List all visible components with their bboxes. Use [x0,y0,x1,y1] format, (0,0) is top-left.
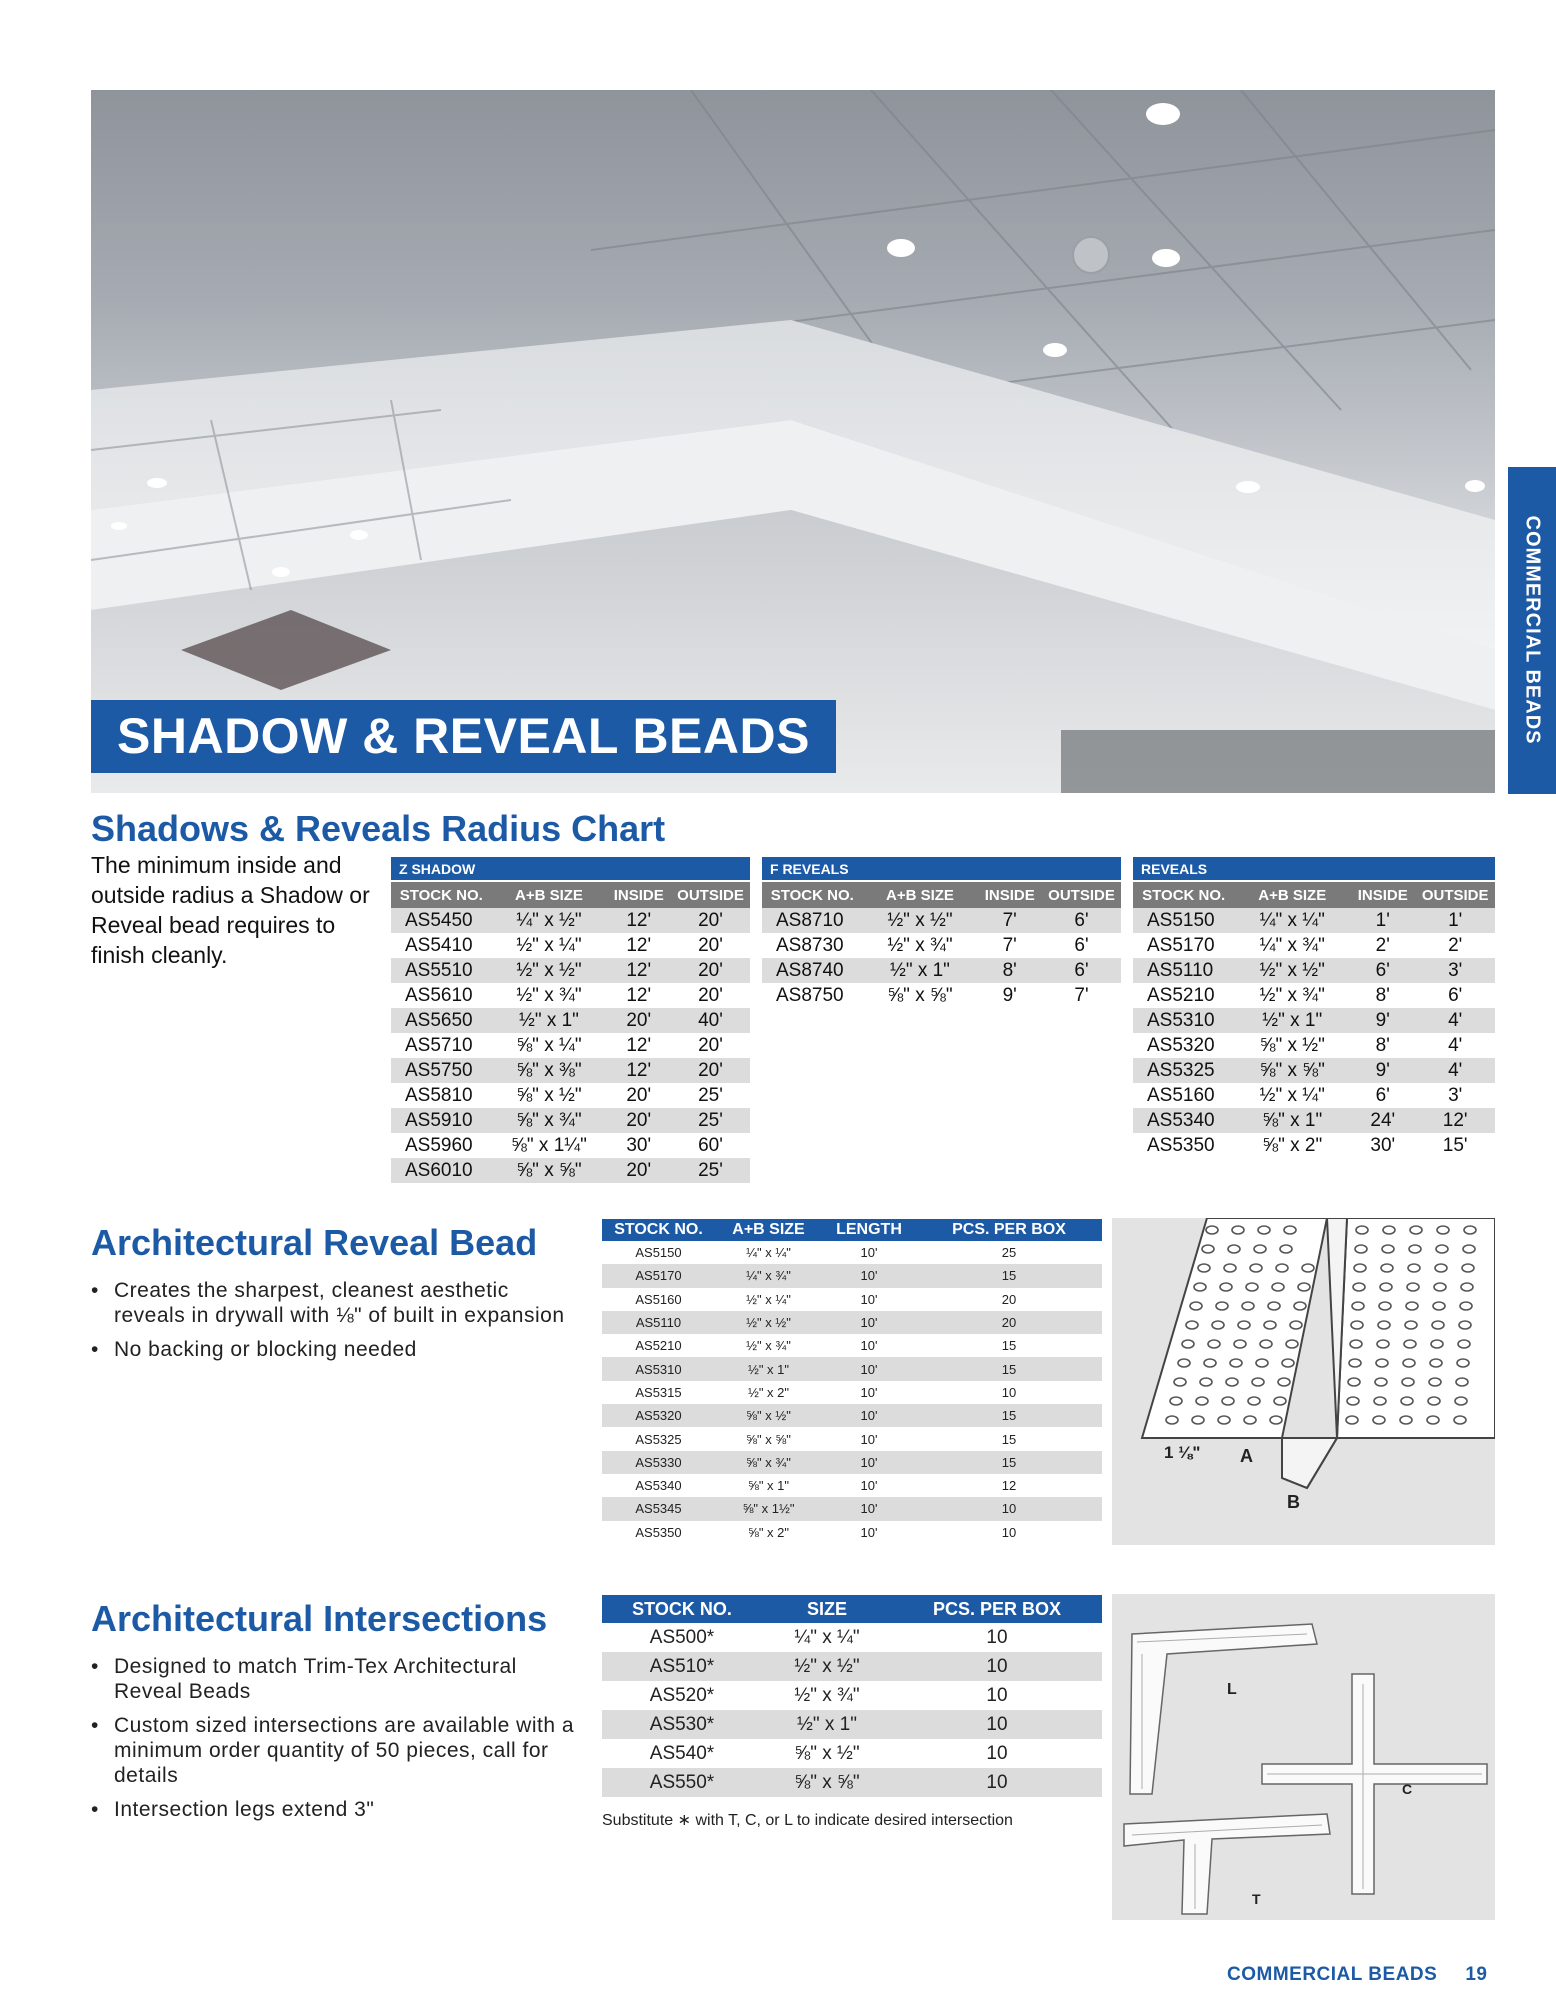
table-cell: 10' [822,1357,916,1380]
table-row [602,1357,1102,1380]
table-cell: ½" x 1" [762,1710,892,1739]
reveal-bead-diagram [1112,1218,1495,1545]
table-cell: AS5310 [602,1357,715,1380]
table-cell: 6' [1042,958,1121,983]
label-l: L [1227,1681,1237,1698]
col-header: A+B SIZE [492,881,607,908]
page-footer [1227,1964,1487,1986]
table-cell: 10 [916,1381,1102,1404]
table-cell: 20 [916,1311,1102,1334]
table-row [391,1133,750,1158]
table-cell: ½" x ¾" [762,1681,892,1710]
table-row [602,1652,1102,1681]
table-cell: 6' [1042,933,1121,958]
table-cell: ½" x 1" [715,1357,822,1380]
table-cell: ⅝" x 1" [1234,1108,1350,1133]
table-cell: ½" x 2" [715,1381,822,1404]
table-cell: ½" x ½" [863,908,978,933]
table-cell: 2' [1415,933,1495,958]
table-row [1133,1008,1495,1033]
table-cell: ⅝" x ¼" [492,1033,607,1058]
table-cell: ⅝" x 1½" [715,1497,822,1520]
table-cell: ½" x ¾" [863,933,978,958]
table-cell: ¼" x ¼" [1234,908,1350,933]
col-header: SIZE [762,1595,892,1623]
label-t: T [1252,1891,1261,1907]
table-cell: AS5345 [602,1497,715,1520]
table-cell: ¼" x ¾" [1234,933,1350,958]
table-row [762,908,1121,933]
table-cell: AS5510 [391,958,492,983]
table-cell: 10' [822,1241,916,1264]
table-cell: 20' [671,933,750,958]
table-cell: ½" x ½" [492,958,607,983]
table-cell: 10' [822,1521,916,1544]
table-cell: AS5210 [602,1334,715,1357]
table-cell: AS5325 [602,1427,715,1450]
table-row [602,1404,1102,1427]
table-cell: ½" x ¾" [492,983,607,1008]
table-cell: ⅝" x 1" [715,1474,822,1497]
col-header: INSIDE [606,881,671,908]
list-item: • No backing or blocking needed [91,1338,417,1361]
table-cell: AS5960 [391,1133,492,1158]
table-row [391,1108,750,1133]
table-cell: ½" x 1" [863,958,978,983]
table-row [1133,1083,1495,1108]
table-row [762,933,1121,958]
col-header: OUTSIDE [1415,881,1495,908]
table-cell: AS6010 [391,1158,492,1183]
table-row [602,1451,1102,1474]
label-a: A [1240,1446,1253,1466]
table-row [602,1739,1102,1768]
table-row [762,958,1121,983]
table-cell: 15 [916,1264,1102,1287]
table-row [1133,1108,1495,1133]
table-cell: AS500* [602,1623,762,1652]
table-cell: 20' [671,958,750,983]
table-cell: 10' [822,1404,916,1427]
table-cell: 6' [1350,1083,1415,1108]
col-header: OUTSIDE [1042,881,1121,908]
table-row [602,1311,1102,1334]
table-cell: AS8750 [762,983,863,1008]
table-row [602,1334,1102,1357]
list-item: • Intersection legs extend 3" [91,1798,375,1821]
table-cell: ½" x ¼" [715,1288,822,1311]
page-number: 19 [1465,1964,1488,1985]
table-row [1133,1058,1495,1083]
table-row [602,1681,1102,1710]
table-cell: 3' [1415,1083,1495,1108]
table-cell: ⅝" x ⅝" [492,1158,607,1183]
table-cell: 2' [1350,933,1415,958]
table-cell: 10 [892,1768,1102,1797]
table-row [602,1427,1102,1450]
table-cell: AS5610 [391,983,492,1008]
table-cell: 10 [916,1497,1102,1520]
table-cell: AS5160 [602,1288,715,1311]
table-cell: ⅝" x ½" [492,1083,607,1108]
table-cell: 15 [916,1451,1102,1474]
table-cell: AS5330 [602,1451,715,1474]
col-header: LENGTH [822,1219,916,1241]
table-cell: 20' [606,1083,671,1108]
table-cell: 3' [1415,958,1495,983]
table-row [602,1521,1102,1544]
col-header: STOCK NO. [762,881,863,908]
table-cell: AS5310 [1133,1008,1234,1033]
table-cell: 1' [1415,908,1495,933]
table-cell: AS520* [602,1681,762,1710]
table-row [602,1768,1102,1797]
t-intersection [1124,1814,1330,1914]
table-cell: 15 [916,1404,1102,1427]
table-cell: 15 [916,1334,1102,1357]
table-row [1133,933,1495,958]
table-cell: 12' [606,1033,671,1058]
table-cell: 8' [977,958,1042,983]
table-cell: ⅝" x ¾" [715,1451,822,1474]
table-cell: AS5150 [602,1241,715,1264]
table-cell: 20' [606,1158,671,1183]
table-cell: 20' [671,1058,750,1083]
list-item: • Creates the sharpest, cleanest aesthetic reveals in drywall with ⅛" of built in expansion [91,1279,565,1327]
table-row [1133,1133,1495,1158]
table-cell: 7' [977,933,1042,958]
table-row [602,1264,1102,1287]
table-cell: 10' [822,1264,916,1287]
z-shadow-table [391,855,750,1183]
table-cell: 12' [606,933,671,958]
table-cell: ⅝" x ⅜" [492,1058,607,1083]
table-row [391,1008,750,1033]
table-cell: AS5350 [602,1521,715,1544]
table-cell: 20' [671,983,750,1008]
table-row [391,908,750,933]
table-cell: ⅝" x ⅝" [762,1768,892,1797]
table-cell: ½" x ½" [762,1652,892,1681]
table-cell: 25' [671,1158,750,1183]
table-row [602,1623,1102,1652]
table-cell: 25 [916,1241,1102,1264]
table-cell: 60' [671,1133,750,1158]
table-cell: 15 [916,1357,1102,1380]
table-cell: 6' [1415,983,1495,1008]
f-reveals-table [762,855,1121,1008]
table-cell: AS5910 [391,1108,492,1133]
table-row [391,958,750,983]
table-cell: 25' [671,1083,750,1108]
col-header: INSIDE [1350,881,1415,908]
table-cell: 10 [892,1710,1102,1739]
table-row [1133,958,1495,983]
col-header: PCS. PER BOX [892,1595,1102,1623]
col-header: STOCK NO. [1133,881,1234,908]
table-row [602,1241,1102,1264]
table-cell: ⅝" x ½" [1234,1033,1350,1058]
table-cell: AS5340 [1133,1108,1234,1133]
list-item: • Designed to match Trim-Tex Architectural Reveal Beads [91,1655,517,1703]
table-cell: AS550* [602,1768,762,1797]
arch-reveal-bullets [91,1278,571,1371]
table-cell: 10' [822,1474,916,1497]
table-cell: ⅝" x ⅝" [863,983,978,1008]
table-cell: 4' [1415,1058,1495,1083]
table-row [391,933,750,958]
table-cell: ½" x ½" [715,1311,822,1334]
table-cell: ½" x ¼" [1234,1083,1350,1108]
table-row [602,1710,1102,1739]
hero-photo [91,90,1495,793]
col-header: STOCK NO. [391,881,492,908]
table-cell: ¼" x ¾" [715,1264,822,1287]
table-cell: 20' [606,1008,671,1033]
table-cell: 10 [892,1739,1102,1768]
list-item: • Custom sized intersections are available with a minimum order quantity of 50 pieces, call for details [91,1714,575,1787]
table-row [602,1288,1102,1311]
col-header: OUTSIDE [671,881,750,908]
table-caption: Z SHADOW [391,856,750,881]
table-cell: AS8710 [762,908,863,933]
ceiling-photo-illustration [91,90,1495,793]
table-cell: 20 [916,1288,1102,1311]
table-cell: ⅝" x ¾" [492,1108,607,1133]
col-header: STOCK NO. [602,1595,762,1623]
table-cell: 9' [977,983,1042,1008]
table-cell: 12' [1415,1108,1495,1133]
table-cell: AS5150 [1133,908,1234,933]
table-cell: AS8740 [762,958,863,983]
table-cell: 1' [1350,908,1415,933]
col-header: INSIDE [977,881,1042,908]
col-header: A+B SIZE [1234,881,1350,908]
radius-chart-intro: The minimum inside and outside radius a Shadow or Reveal bead requires to finish cleanly. [91,852,370,968]
table-cell: 20' [671,1033,750,1058]
col-header: A+B SIZE [715,1219,822,1241]
table-cell: ⅝" x 1¼" [492,1133,607,1158]
table-cell: 10' [822,1288,916,1311]
table-cell: AS5810 [391,1083,492,1108]
table-cell: 9' [1350,1008,1415,1033]
hero-title: SHADOW & REVEAL BEADS [91,700,836,773]
table-cell: AS5170 [1133,933,1234,958]
table-cell: AS5210 [1133,983,1234,1008]
table-cell: 10' [822,1451,916,1474]
table-cell: 10 [892,1652,1102,1681]
table-cell: 10 [892,1681,1102,1710]
table-cell: AS5340 [602,1474,715,1497]
table-cell: AS5110 [1133,958,1234,983]
arch-reveal-title: Architectural Reveal Bead [91,1222,538,1263]
col-header: A+B SIZE [863,881,978,908]
table-cell: ½" x ¾" [1234,983,1350,1008]
table-cell: ½" x ½" [1234,958,1350,983]
table-cell: 24' [1350,1108,1415,1133]
intersections-diagram [1112,1594,1495,1920]
table-cell: AS540* [602,1739,762,1768]
table-caption: REVEALS [1133,856,1495,881]
intersections-bullets [91,1654,581,1831]
table-cell: ⅝" x 2" [1234,1133,1350,1158]
table-cell: AS5320 [1133,1033,1234,1058]
table-cell: ⅝" x 2" [715,1521,822,1544]
table-cell: 10' [822,1427,916,1450]
table-cell: 7' [1042,983,1121,1008]
c-intersection [1262,1674,1487,1894]
table-cell: 10' [822,1381,916,1404]
dimension-label: 1 ⅛" [1164,1443,1201,1462]
table-cell: 40' [671,1008,750,1033]
table-cell: 10 [892,1623,1102,1652]
table-row [391,1033,750,1058]
table-cell: 4' [1415,1033,1495,1058]
label-c: C [1402,1781,1413,1797]
table-cell: 6' [1042,908,1121,933]
table-cell: 8' [1350,983,1415,1008]
table-cell: 12' [606,958,671,983]
table-cell: AS530* [602,1710,762,1739]
intersections-title: Architectural Intersections [91,1598,548,1639]
side-tab-label: COMMERCIAL BEADS [1521,515,1544,745]
table-cell: ½" x 1" [492,1008,607,1033]
table-cell: ½" x ¼" [492,933,607,958]
table-cell: AS5315 [602,1381,715,1404]
table-cell: AS5650 [391,1008,492,1033]
table-cell: AS5325 [1133,1058,1234,1083]
table-cell: AS5450 [391,908,492,933]
label-b: B [1287,1492,1300,1512]
reveals-table [1133,855,1495,1158]
table-cell: AS5170 [602,1264,715,1287]
table-cell: 4' [1415,1008,1495,1033]
radius-chart-title: Shadows & Reveals Radius Chart [91,808,666,849]
table-row [602,1497,1102,1520]
table-cell: ⅝" x ½" [762,1739,892,1768]
table-cell: ¼" x ¼" [715,1241,822,1264]
table-cell: AS5710 [391,1033,492,1058]
table-cell: 7' [977,908,1042,933]
table-row [391,1058,750,1083]
table-cell: AS8730 [762,933,863,958]
table-cell: AS5110 [602,1311,715,1334]
table-cell: 10' [822,1497,916,1520]
table-row [1133,908,1495,933]
table-cell: AS5410 [391,933,492,958]
table-cell: 12 [916,1474,1102,1497]
table-cell: AS5350 [1133,1133,1234,1158]
intersections-table [602,1595,1102,1797]
table-row [391,1158,750,1183]
table-cell: ⅝" x ⅝" [715,1427,822,1450]
table-cell: 20' [606,1108,671,1133]
table-row [1133,1033,1495,1058]
col-header: STOCK NO. [602,1219,715,1241]
table-cell: 20' [671,908,750,933]
table-cell: 12' [606,983,671,1008]
side-tab [1508,467,1556,794]
table-row [762,983,1121,1008]
table-cell: 30' [606,1133,671,1158]
table-cell: 30' [1350,1133,1415,1158]
table-row [1133,983,1495,1008]
table-row [391,983,750,1008]
table-row [602,1474,1102,1497]
col-header: PCS. PER BOX [916,1219,1102,1241]
table-cell: 15' [1415,1133,1495,1158]
table-cell: ¼" x ¼" [762,1623,892,1652]
table-cell: ⅝" x ⅝" [1234,1058,1350,1083]
table-cell: 15 [916,1427,1102,1450]
table-cell: 12' [606,908,671,933]
table-cell: 10 [916,1521,1102,1544]
table-cell: 25' [671,1108,750,1133]
table-cell: ⅝" x ½" [715,1404,822,1427]
table-cell: 10' [822,1334,916,1357]
table-cell: ½" x ¾" [715,1334,822,1357]
table-cell: AS5750 [391,1058,492,1083]
table-cell: 9' [1350,1058,1415,1083]
table-cell: 6' [1350,958,1415,983]
arch-reveal-table [602,1219,1102,1544]
table-row [602,1381,1102,1404]
table-cell: AS5320 [602,1404,715,1427]
table-cell: 12' [606,1058,671,1083]
table-cell: 8' [1350,1033,1415,1058]
table-cell: 10' [822,1311,916,1334]
table-cell: ¼" x ½" [492,908,607,933]
table-caption: F REVEALS [762,856,1121,881]
table-cell: ½" x 1" [1234,1008,1350,1033]
table-cell: AS510* [602,1652,762,1681]
table-row [391,1083,750,1108]
table-cell: AS5160 [1133,1083,1234,1108]
footer-section: COMMERCIAL BEADS [1227,1964,1438,1985]
intersections-note: Substitute ∗ with T, C, or L to indicate desired intersection [602,1812,1013,1829]
